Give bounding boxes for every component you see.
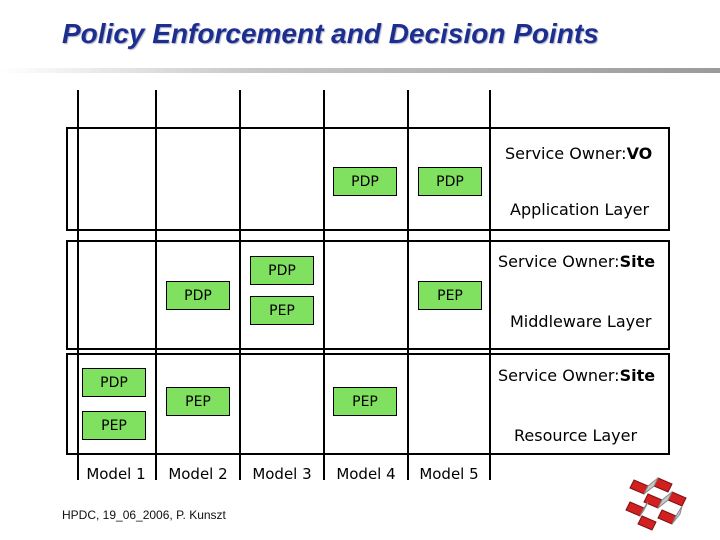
application-pdp-2: PDP <box>418 167 482 196</box>
model-label-1: Model 1 <box>86 465 146 483</box>
middleware-pep-2: PEP <box>418 281 482 310</box>
resource-owner-prefix: Service Owner: <box>498 366 620 385</box>
model-label-2: Model 2 <box>168 465 228 483</box>
resource-owner-name: Site <box>619 366 656 385</box>
application-pdp-1: PDP <box>333 167 397 196</box>
resource-pep-1: PEP <box>82 411 146 440</box>
application-owner-prefix: Service Owner: <box>505 144 627 163</box>
middleware-owner-prefix: Service Owner: <box>498 252 620 271</box>
application-owner-name: VO <box>626 144 653 163</box>
resource-layer-label: Resource Layer <box>514 426 638 445</box>
middleware-owner-name: Site <box>619 252 656 271</box>
middleware-pep-1: PEP <box>250 296 314 325</box>
resource-pep-3: PEP <box>333 387 397 416</box>
application-layer-label: Application Layer <box>510 200 650 219</box>
institution-logo <box>622 476 696 532</box>
middleware-pdp-1: PDP <box>166 281 230 310</box>
footer-citation: HPDC, 19_06_2006, P. Kunszt <box>62 508 226 522</box>
model-label-4: Model 4 <box>336 465 396 483</box>
resource-pdp-1: PDP <box>82 368 146 397</box>
model-label-3: Model 3 <box>252 465 312 483</box>
resource-owner-label <box>498 366 655 385</box>
middleware-owner-label <box>498 252 655 271</box>
middleware-layer-label: Middleware Layer <box>510 312 652 331</box>
application-owner-label <box>505 144 652 163</box>
title-divider <box>0 68 720 73</box>
resource-pep-2: PEP <box>166 387 230 416</box>
middleware-pdp-2: PDP <box>250 256 314 285</box>
model-label-5: Model 5 <box>419 465 479 483</box>
slide-title: Policy Enforcement and Decision Points <box>62 18 599 49</box>
